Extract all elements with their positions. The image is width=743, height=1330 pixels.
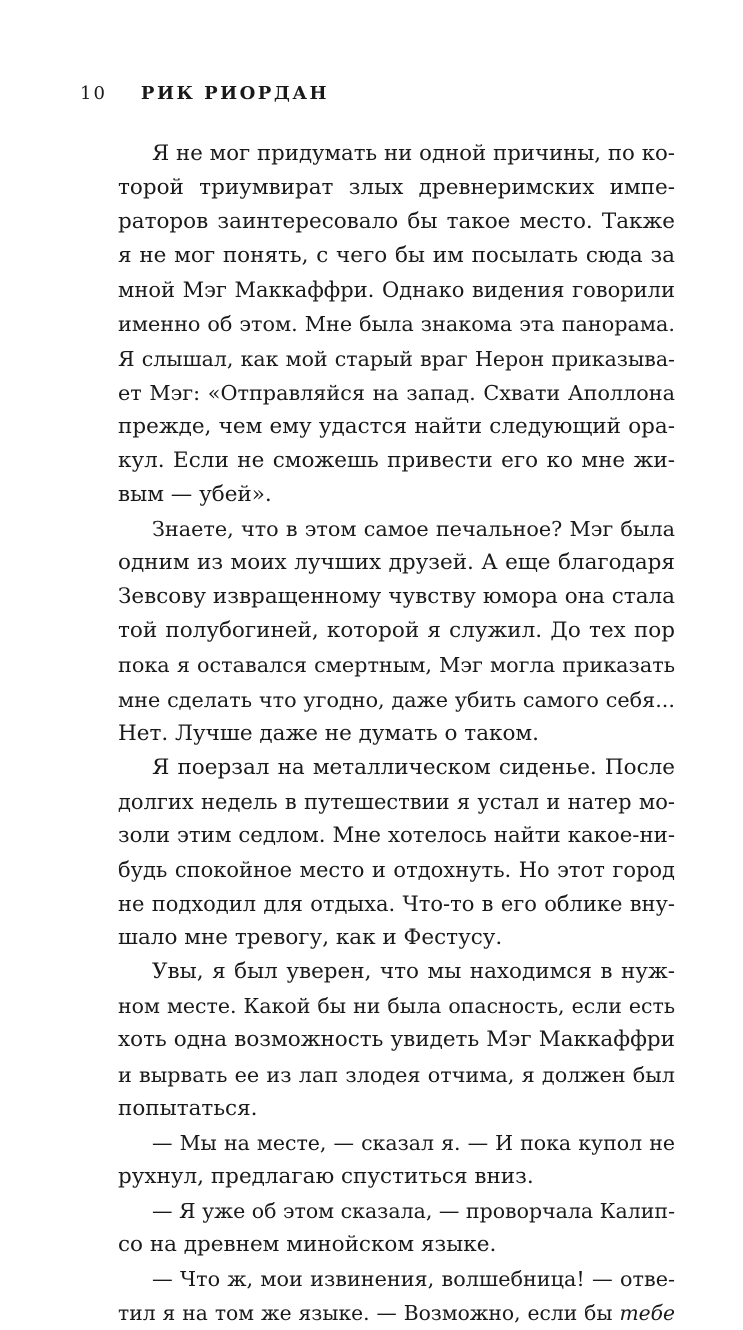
running-title: РИК РИОРДАН bbox=[140, 83, 330, 104]
text-line-content: долгих недель в путешествии я устал и натер мо- bbox=[118, 789, 675, 814]
text-line bbox=[118, 137, 675, 171]
text-line-content: Я поерзал на металлическом сиденье. После bbox=[152, 754, 675, 780]
text-line bbox=[118, 1023, 675, 1057]
text-line-content: тил я на том же языке. — Возможно, если бы bbox=[118, 1301, 620, 1326]
text-line bbox=[118, 648, 675, 682]
text-line bbox=[118, 273, 675, 307]
text-line bbox=[118, 307, 675, 341]
text-line-content: именно об этом. Мне была знакома эта панорама. bbox=[118, 312, 675, 337]
text-line bbox=[118, 887, 675, 921]
text-line bbox=[118, 444, 675, 478]
text-line-content: ном месте. Какой бы ни была опасность, если есть bbox=[118, 994, 675, 1019]
text-line-content: я не мог понять, с чего бы им посылать сюда за bbox=[118, 243, 675, 269]
italic-word: тебе bbox=[619, 1301, 675, 1326]
text-line-content: вым — убей». bbox=[118, 481, 272, 507]
text-line-content: со на древнем минойском языке. bbox=[118, 1232, 497, 1257]
text-line-content: Зевсову извращенному чувству юмора она стала bbox=[118, 584, 675, 610]
text-line bbox=[118, 1296, 675, 1330]
text-line bbox=[118, 1058, 675, 1092]
text-line-content: прежде, чем ему удастся найти следующий ора- bbox=[118, 413, 675, 439]
text-line bbox=[118, 955, 675, 989]
text-line-content: золи этим седлом. Мне хотелось найти какое-ни- bbox=[118, 822, 675, 848]
text-line bbox=[118, 1126, 675, 1160]
text-line-content: Я не мог придумать ни одной причины, по ко- bbox=[152, 141, 675, 166]
text-line-content: торой триумвират злых древнеримских импе- bbox=[118, 175, 675, 201]
text-line bbox=[118, 785, 675, 819]
text-line bbox=[118, 819, 675, 853]
text-line bbox=[118, 989, 675, 1023]
text-line-content: — Мы на месте, — сказал я. — И пока купол не bbox=[152, 1130, 675, 1155]
text-line bbox=[118, 1194, 675, 1228]
text-line bbox=[118, 1160, 675, 1194]
text-line-content: шало мне тревогу, как и Фестусу. bbox=[118, 925, 503, 951]
text-line-content: и вырвать ее из лап злодея отчима, я должен был bbox=[118, 1062, 675, 1087]
text-line bbox=[118, 853, 675, 887]
text-line bbox=[118, 546, 675, 580]
text-line bbox=[118, 410, 675, 444]
text-line-content: рухнул, предлагаю спуститься вниз. bbox=[118, 1163, 534, 1189]
text-line bbox=[118, 376, 675, 410]
text-line-content: раторов заинтересовало бы такое место. Также bbox=[118, 209, 675, 235]
text-line bbox=[118, 1262, 675, 1296]
text-line bbox=[118, 239, 675, 273]
text-line-content: будь спокойное место и отдохнуть. Но этот город bbox=[118, 857, 675, 882]
text-line-content: Знаете, что в этом самое печальное? Мэг была bbox=[152, 517, 675, 542]
text-line bbox=[118, 717, 675, 751]
text-line bbox=[118, 342, 675, 376]
page-number: 10 bbox=[80, 83, 107, 104]
text-line-content: Я слышал, как мой старый враг Нерон приказыва- bbox=[118, 346, 675, 371]
text-line-content: мной Мэг Маккаффри. Однако видения говорили bbox=[118, 278, 675, 303]
body-text bbox=[118, 137, 675, 1330]
text-line bbox=[118, 1228, 675, 1262]
text-line bbox=[118, 580, 675, 614]
text-line-content: пока я оставался смертным, Мэг могла приказать bbox=[118, 653, 675, 678]
text-line-content: — Что ж, мои извинения, волшебница! — отве- bbox=[152, 1267, 675, 1292]
text-line bbox=[118, 683, 675, 717]
text-line bbox=[118, 478, 675, 512]
text-line bbox=[118, 171, 675, 205]
text-line bbox=[118, 1092, 675, 1126]
text-line-content: Нет. Лучше даже не думать о таком. bbox=[118, 720, 539, 746]
text-line-content: одним из моих лучших друзей. А еще благодаря bbox=[118, 550, 675, 576]
text-line bbox=[118, 921, 675, 955]
text-line bbox=[118, 512, 675, 546]
text-line-content: хоть одна возможность увидеть Мэг Маккаффри bbox=[118, 1027, 675, 1053]
text-line bbox=[118, 751, 675, 785]
page-header bbox=[80, 83, 329, 104]
text-line-content: не подходил для отдыха. Что-то в его облике вну- bbox=[118, 892, 675, 917]
text-line-content: ет Мэг: «Отправляйся на запад. Схвати Аполлона bbox=[118, 380, 675, 405]
text-line-content: Увы, я был уверен, что мы находимся в нуж- bbox=[152, 959, 675, 985]
text-line-content: кул. Если не сможешь привести его ко мне жи- bbox=[118, 447, 675, 473]
text-line bbox=[118, 205, 675, 239]
text-line-content: мне сделать что угодно, даже убить самого себя... bbox=[118, 687, 675, 712]
text-line-content: попытаться. bbox=[118, 1095, 258, 1121]
text-line-content: той полубогиней, которой я служил. До тех пор bbox=[118, 618, 675, 644]
text-line-content: — Я уже об этом сказала, — проворчала Калип- bbox=[152, 1198, 675, 1223]
text-line bbox=[118, 614, 675, 648]
